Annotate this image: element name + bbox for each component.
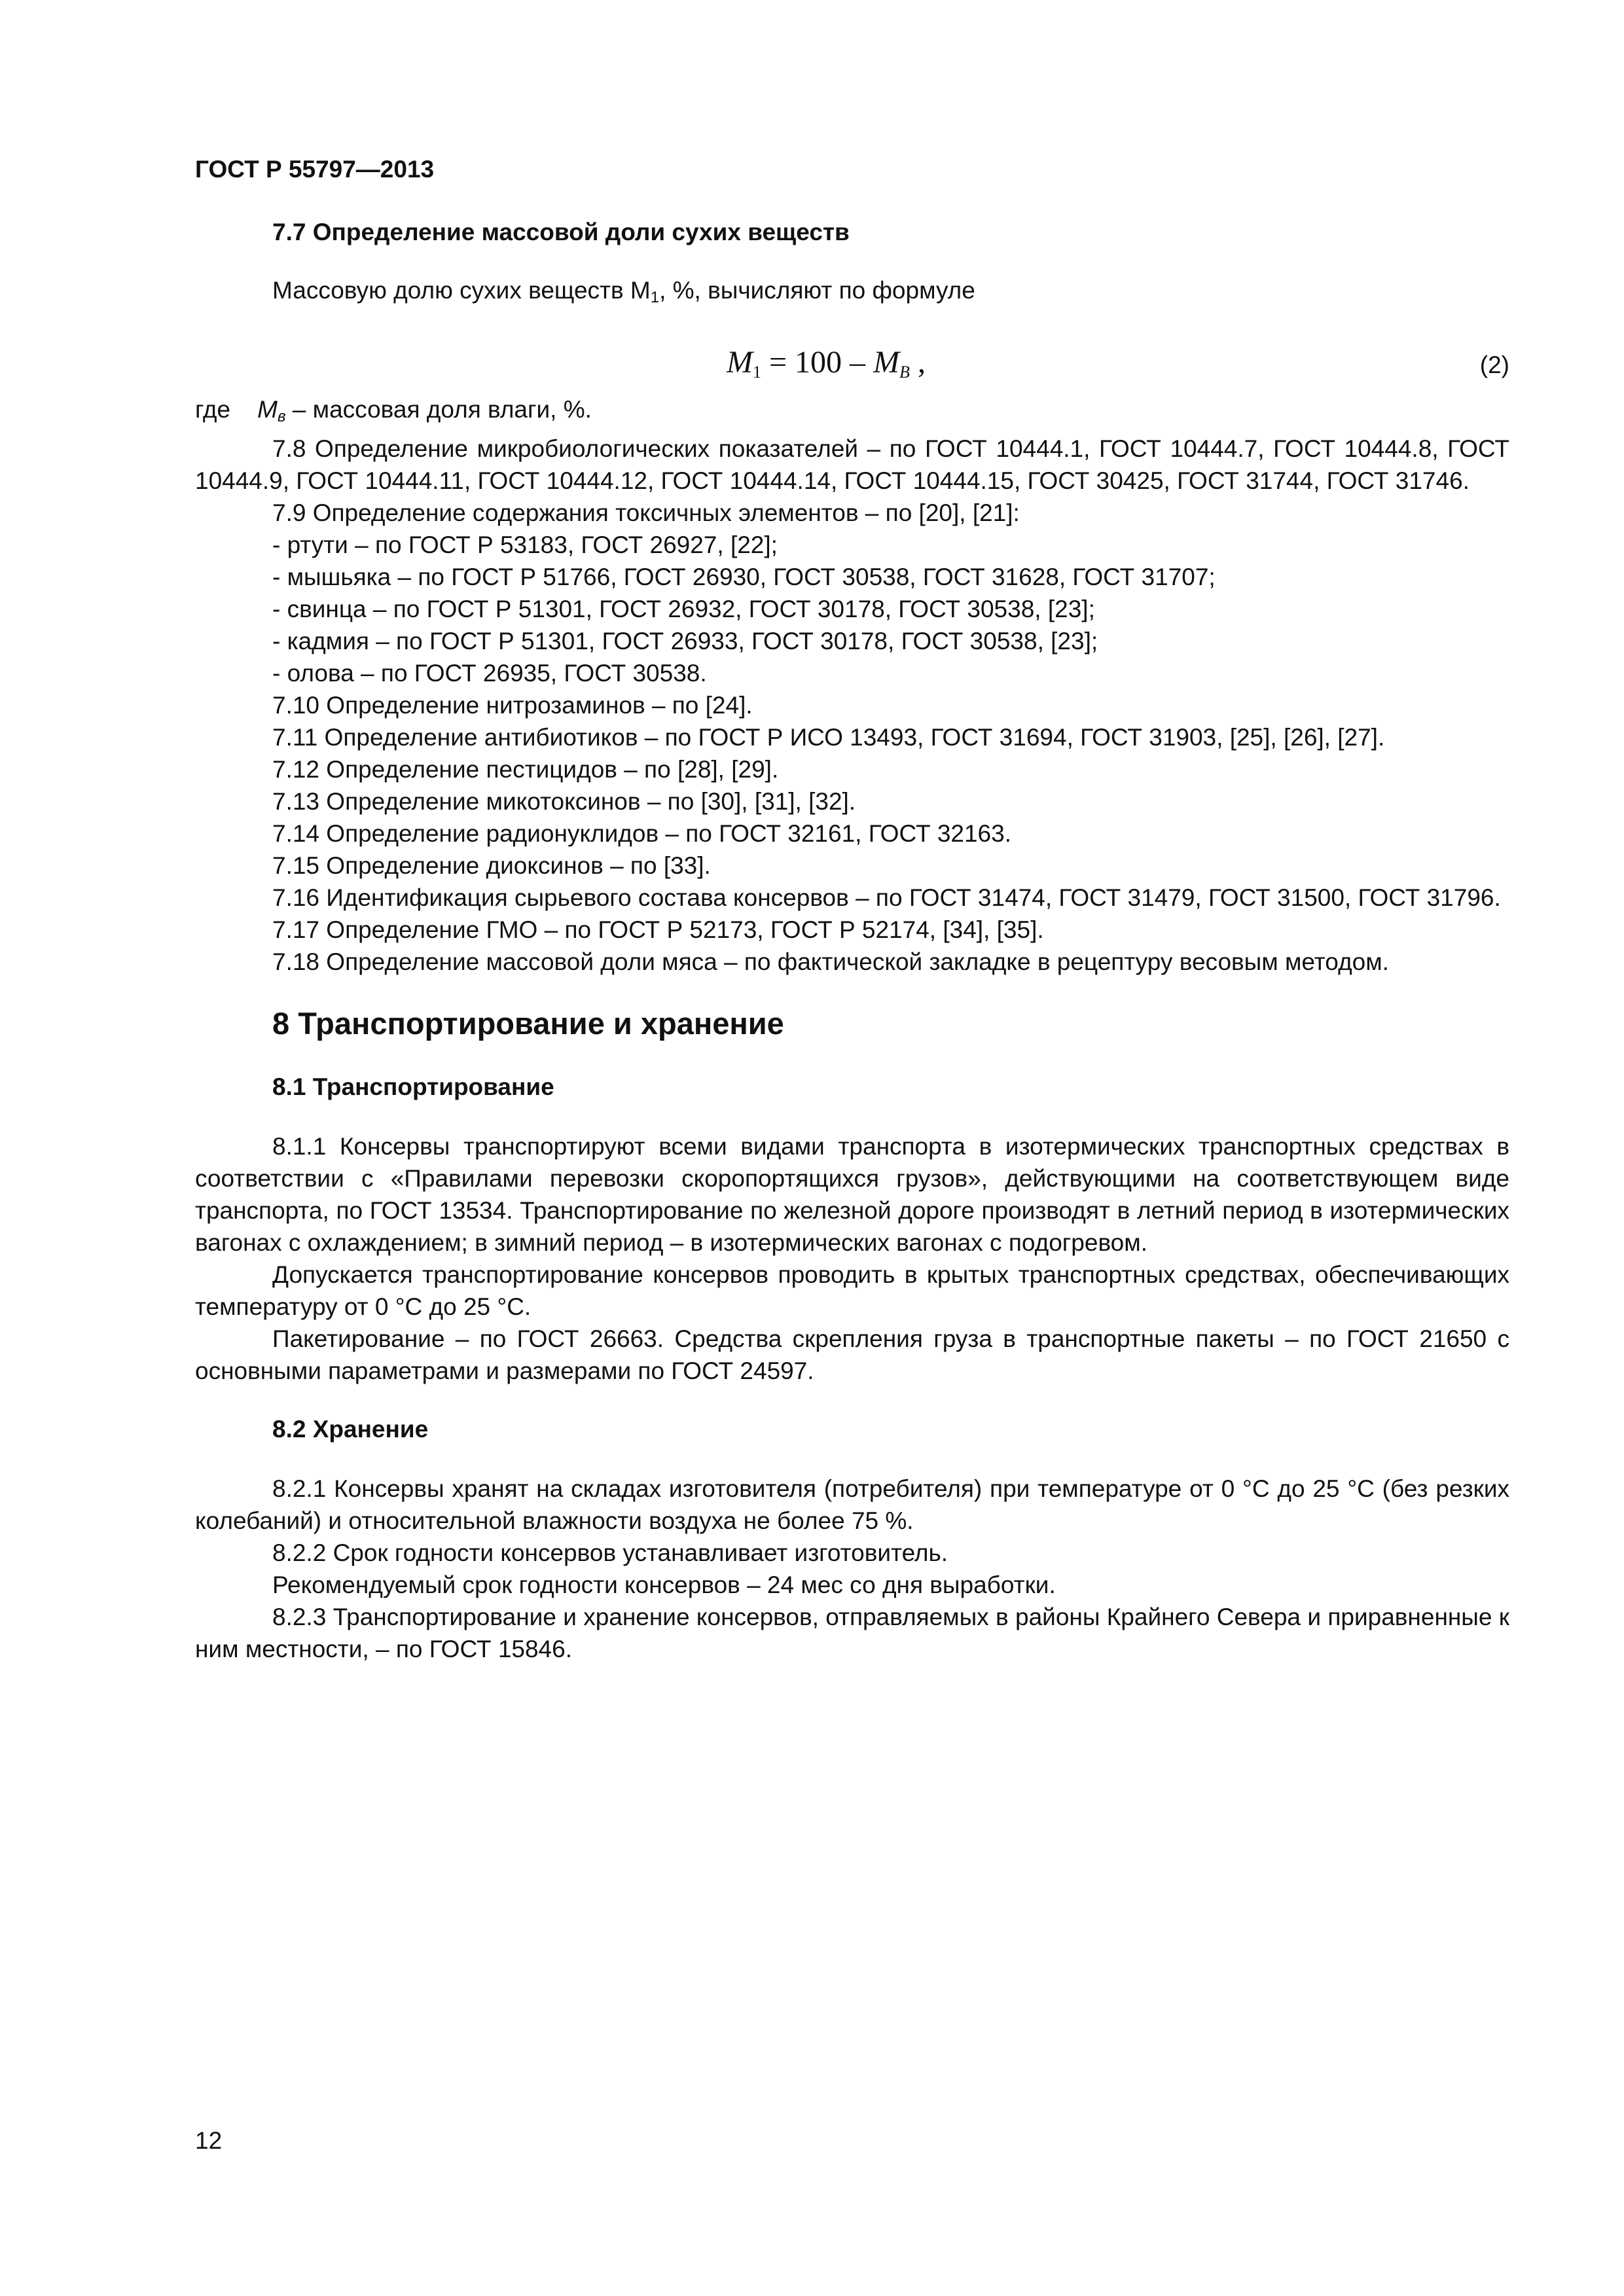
item-7-9: 7.9 Определение содержания токсичных элементов – по [20], [21]: bbox=[272, 499, 1020, 526]
item-7-13: 7.13 Определение микотоксинов – по [30], [31], [32]. bbox=[272, 788, 856, 815]
formula-rhs: M bbox=[873, 345, 900, 380]
formula-rhs-sub: B bbox=[899, 363, 910, 382]
item-8-1-packaging: Пакетирование – по ГОСТ 26663. Средства скрепления груза в транспортные пакеты – по ГОСТ 21650 с основными параметрами и размерами по ГОСТ 24597. bbox=[195, 1325, 1509, 1384]
formula-lhs-sub: 1 bbox=[752, 363, 761, 382]
item-8-2-3: 8.2.3 Транспортирование и хранение консервов, отправляемых в районы Крайнего Севера и приравненные к ним местности, – по ГОСТ 15846. bbox=[195, 1604, 1509, 1662]
item-7-15: 7.15 Определение диоксинов – по [33]. bbox=[272, 852, 711, 879]
formula-expression bbox=[727, 346, 926, 388]
formula-intro-text-2: , %, вычисляют по формуле bbox=[659, 277, 975, 304]
item-8-1-1: 8.1.1 Консервы транспортируют всеми видами транспорта в изотермических транспортных средствах в соответствии с «Правилами перевозки скоропортящихся грузов», действующими на соответствующем виде транспорта, по ГОСТ 13534. Транспортирование по железной дороге производят в летний период в изотермических вагонах с охлаждением; в зимний период – в изотермических вагонах с подогревом. bbox=[195, 1133, 1509, 1256]
item-7-8: 7.8 Определение микробиологических показателей – по ГОСТ 10444.1, ГОСТ 10444.7, ГОСТ 10444.8, ГОСТ 10444.9, ГОСТ 10444.11, ГОСТ 10444.12, ГОСТ 10444.14, ГОСТ 10444.15, ГОСТ 30425, ГОСТ 31744, ГОСТ 31746. bbox=[195, 435, 1509, 494]
formula-intro-text: Массовую долю сухих веществ М bbox=[272, 277, 651, 304]
item-7-11: 7.11 Определение антибиотиков – по ГОСТ Р ИСО 13493, ГОСТ 31694, ГОСТ 31903, [25], [26], [27]. bbox=[272, 724, 1385, 751]
formula-tail: , bbox=[909, 345, 926, 380]
item-8-2-1: 8.2.1 Консервы хранят на складах изготовителя (потребителя) при температуре от 0 °С до 25 °С (без резких колебаний) и относительной влажности воздуха не более 75 %. bbox=[195, 1475, 1509, 1534]
formula-operator: = 100 – bbox=[761, 345, 874, 380]
formula-where bbox=[195, 393, 1509, 433]
item-7-12: 7.12 Определение пестицидов – по [28], [29]. bbox=[272, 756, 779, 783]
formula-2 bbox=[195, 340, 1509, 393]
page-number: 12 bbox=[195, 2127, 223, 2154]
item-8-1-permit: Допускается транспортирование консервов проводить в крытых транспортных средствах, обеспечивающих температуру от 0 °С до 25 °С. bbox=[195, 1261, 1509, 1320]
item-7-14: 7.14 Определение радионуклидов – по ГОСТ 32161, ГОСТ 32163. bbox=[272, 820, 1011, 847]
section-8-2-title: 8.2 Хранение bbox=[272, 1416, 429, 1443]
formula-intro bbox=[195, 274, 1509, 314]
list-item: - свинца – по ГОСТ Р 51301, ГОСТ 26932, ГОСТ 30178, ГОСТ 30538, [23]; bbox=[272, 596, 1095, 622]
formula-intro-sub: 1 bbox=[650, 289, 660, 306]
item-7-16: 7.16 Идентификация сырьевого состава консервов – по ГОСТ 31474, ГОСТ 31479, ГОСТ 31500, ГОСТ 31796. bbox=[272, 884, 1501, 911]
where-variable-sub: в bbox=[277, 408, 286, 425]
list-item: - кадмия – по ГОСТ Р 51301, ГОСТ 26933, ГОСТ 30178, ГОСТ 30538, [23]; bbox=[272, 628, 1098, 655]
item-8-2-2-recommended: Рекомендуемый срок годности консервов – 24 мес со дня выработки. bbox=[272, 1571, 1056, 1598]
item-7-10: 7.10 Определение нитрозаминов – по [24]. bbox=[272, 692, 753, 719]
where-prefix: где bbox=[195, 396, 231, 423]
document-body bbox=[195, 216, 1509, 1665]
where-variable: M bbox=[257, 396, 278, 423]
section-8-1-title: 8.1 Транспортирование bbox=[272, 1073, 554, 1100]
list-item: - мышьяка – по ГОСТ Р 51766, ГОСТ 26930, ГОСТ 30538, ГОСТ 31628, ГОСТ 31707; bbox=[272, 564, 1216, 590]
document-header: ГОСТ Р 55797—2013 bbox=[195, 156, 435, 183]
list-item: - олова – по ГОСТ 26935, ГОСТ 30538. bbox=[272, 660, 707, 687]
where-text: – массовая доля влаги, %. bbox=[285, 396, 592, 423]
formula-lhs: M bbox=[727, 345, 753, 380]
item-7-17: 7.17 Определение ГМО – по ГОСТ Р 52173, ГОСТ Р 52174, [34], [35]. bbox=[272, 916, 1044, 943]
list-item: - ртути – по ГОСТ Р 53183, ГОСТ 26927, [22]; bbox=[272, 531, 778, 558]
section-7-7-title: 7.7 Определение массовой доли сухих веществ bbox=[272, 219, 850, 245]
section-8-title: 8 Транспортирование и хранение bbox=[272, 1006, 784, 1041]
item-8-2-2: 8.2.2 Срок годности консервов устанавливает изготовитель. bbox=[272, 1539, 948, 1566]
item-7-18: 7.18 Определение массовой доли мяса – по фактической закладке в рецептуру весовым методом. bbox=[272, 948, 1389, 975]
formula-number: (2) bbox=[1479, 351, 1509, 378]
